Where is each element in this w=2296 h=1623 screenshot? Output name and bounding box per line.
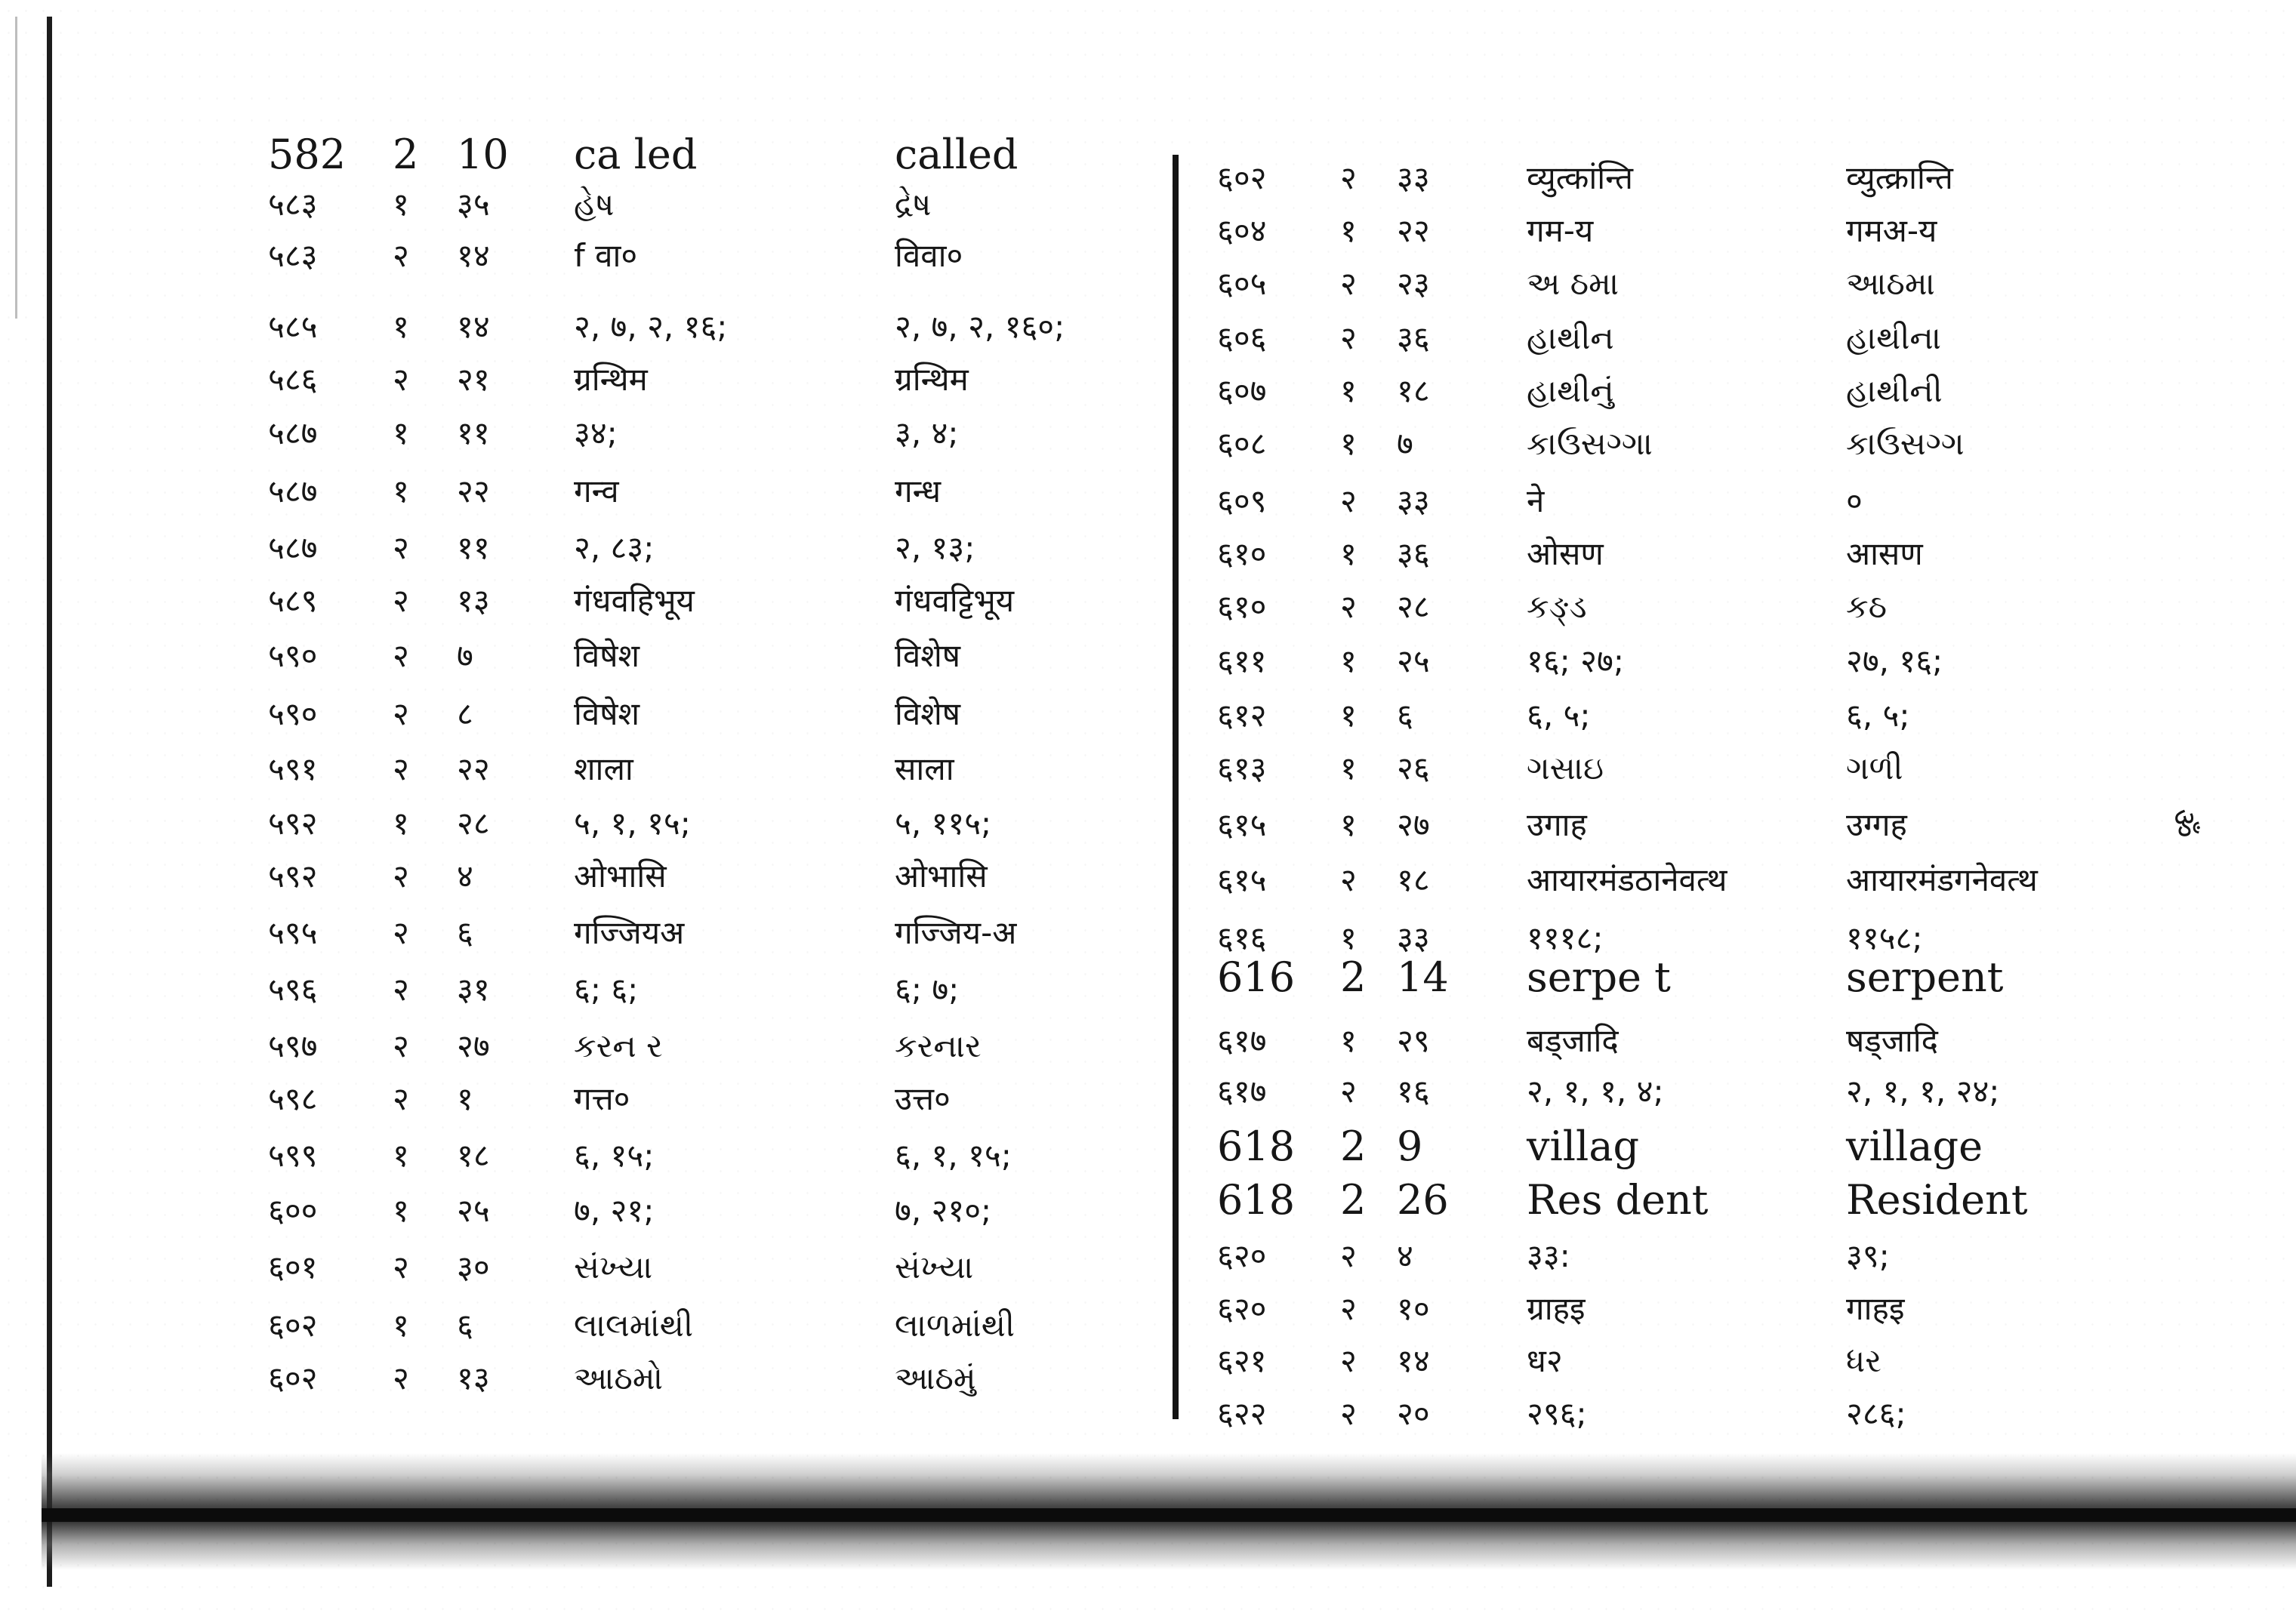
errata-right-cell: સંખ્યા: [895, 1249, 974, 1286]
errata-col-cell: २: [393, 1249, 409, 1286]
errata-page-cell: ६२०: [1217, 1290, 1267, 1327]
errata-col-cell: २: [393, 1360, 409, 1397]
errata-col-cell: २: [393, 858, 409, 895]
errata-page-cell: ६०२: [268, 1360, 318, 1397]
errata-wrong-cell: गज्जियअ: [574, 914, 685, 951]
errata-right-cell: ધર: [1846, 1342, 1881, 1379]
errata-right-cell: કરનાર: [895, 1027, 982, 1064]
errata-col-cell: १: [393, 414, 409, 451]
errata-col-cell: 2: [1340, 953, 1367, 1001]
errata-page-cell: 616: [1217, 953, 1296, 1001]
errata-page-cell: ५९०: [268, 637, 318, 674]
errata-col-cell: २: [393, 1027, 409, 1064]
errata-line-cell: १६: [1397, 1073, 1430, 1110]
errata-right-cell: હાથીના: [1846, 319, 1941, 356]
errata-line-cell: १४: [457, 308, 490, 345]
errata-page-cell: ५८७: [268, 473, 318, 510]
errata-page-cell: ६१०: [1217, 535, 1267, 572]
errata-wrong-cell: ગસાઇ: [1527, 750, 1604, 787]
errata-line-cell: २८: [1397, 588, 1430, 625]
errata-page-cell: ५९९: [268, 1137, 318, 1174]
binding-edge-line: [47, 17, 52, 1587]
errata-wrong-cell: २, ८३;: [574, 529, 655, 566]
errata-line-cell: ३०: [457, 1249, 490, 1286]
errata-page-cell: ५९०: [268, 695, 318, 732]
errata-right-cell: आयारमंडगनेवत्थ: [1846, 861, 2038, 898]
errata-page-cell: ५९२: [268, 805, 318, 842]
scan-margin-mark: [15, 17, 17, 319]
errata-right-cell: गमअ-य: [1846, 212, 1937, 249]
errata-wrong-cell: व्युत्कांन्ति: [1527, 159, 1633, 196]
errata-page-cell: ६१३: [1217, 750, 1267, 787]
errata-line-cell: २९: [1397, 1022, 1430, 1059]
errata-page-cell: ५९५: [268, 914, 318, 951]
errata-line-cell: ११: [457, 414, 490, 451]
errata-wrong-cell: १६; २७;: [1527, 642, 1625, 679]
errata-wrong-cell: ३४;: [574, 414, 618, 451]
errata-right-cell: विवा०: [895, 237, 963, 274]
errata-wrong-cell: કઙ્ડ: [1527, 588, 1587, 625]
errata-right-cell: २, १, १, २४;: [1846, 1073, 2000, 1110]
errata-wrong-cell: કરન ર: [574, 1027, 663, 1064]
errata-line-cell: २७: [1397, 806, 1430, 843]
errata-wrong-cell: गत्त०: [574, 1080, 630, 1117]
errata-right-cell: गंधवट्टिभूय: [895, 582, 1015, 619]
errata-right-cell: Resident: [1846, 1176, 2028, 1224]
errata-right-cell: विशेष: [895, 637, 961, 674]
errata-page-cell: ६११: [1217, 642, 1267, 679]
errata-col-cell: १: [1340, 372, 1357, 409]
errata-right-cell: ६, १, १५;: [895, 1137, 1012, 1174]
errata-line-cell: ३६: [1397, 319, 1430, 356]
errata-right-cell: ६; ७;: [895, 971, 960, 1008]
errata-line-cell: १३: [457, 582, 490, 619]
errata-wrong-cell: ca led: [574, 131, 698, 178]
errata-right-cell: उग्गह: [1846, 806, 1907, 843]
errata-col-cell: १: [393, 1307, 409, 1344]
errata-page-cell: ६१६: [1217, 919, 1267, 956]
errata-page-cell: ६०८: [1217, 425, 1267, 462]
errata-wrong-cell: ओभासि: [574, 858, 667, 895]
errata-wrong-cell: आयारमंडठानेवत्थ: [1527, 861, 1727, 898]
errata-right-cell: લાળમાંથી: [895, 1307, 1015, 1344]
errata-right-cell: ६, ५;: [1846, 697, 1910, 734]
errata-col-cell: २: [1340, 1237, 1357, 1274]
errata-line-cell: 14: [1397, 953, 1449, 1001]
errata-wrong-cell: २९६;: [1527, 1395, 1587, 1432]
errata-line-cell: २०: [1397, 1395, 1430, 1432]
errata-col-cell: २: [393, 237, 409, 274]
errata-line-cell: 26: [1397, 1176, 1449, 1224]
errata-page-cell: ५९१: [268, 750, 318, 787]
errata-col-cell: २: [1340, 1395, 1357, 1432]
errata-wrong-cell: ध२: [1527, 1342, 1563, 1379]
errata-right-cell: २७, १६;: [1846, 642, 1943, 679]
errata-right-cell: આઠમું: [895, 1360, 976, 1397]
errata-wrong-cell: Res dent: [1527, 1176, 1709, 1224]
errata-line-cell: ४: [1397, 1237, 1413, 1274]
errata-line-cell: २२: [1397, 212, 1430, 249]
errata-wrong-cell: હાથીન: [1527, 319, 1614, 356]
errata-col-cell: २: [393, 1080, 409, 1117]
errata-right-cell: કાઉસગ્ગ: [1846, 425, 1965, 462]
errata-line-cell: ११: [457, 529, 490, 566]
errata-wrong-cell: કાઉસગ્ગા: [1527, 425, 1653, 462]
errata-wrong-cell: ५, १, १५;: [574, 805, 691, 842]
errata-col-cell: १: [1340, 425, 1357, 462]
errata-col-cell: २: [1340, 265, 1357, 302]
errata-col-cell: २: [393, 582, 409, 619]
errata-col-cell: २: [393, 914, 409, 951]
errata-line-cell: २२: [457, 473, 490, 510]
errata-right-cell: કઠ: [1846, 588, 1888, 625]
errata-right-cell: ०: [1846, 482, 1863, 519]
errata-line-cell: २२: [457, 750, 490, 787]
errata-wrong-cell: serpe t: [1527, 953, 1671, 1001]
errata-page-cell: ५९८: [268, 1080, 318, 1117]
errata-line-cell: १८: [1397, 372, 1430, 409]
errata-line-cell: २८: [457, 805, 490, 842]
errata-line-cell: ३६: [1397, 535, 1430, 572]
errata-line-cell: ८: [457, 695, 473, 732]
page-number-glyph: ॐ: [2165, 808, 2203, 838]
errata-page-cell: ६१०: [1217, 588, 1267, 625]
errata-right-cell: ३९;: [1846, 1237, 1890, 1274]
errata-right-cell: ७, २१०;: [895, 1192, 992, 1229]
errata-line-cell: ६: [457, 914, 473, 951]
errata-col-cell: १: [393, 186, 409, 223]
errata-right-cell: विशेष: [895, 695, 961, 732]
errata-line-cell: ३३: [1397, 919, 1430, 956]
errata-line-cell: २५: [457, 1192, 490, 1229]
errata-col-cell: २: [393, 637, 409, 674]
errata-line-cell: ३३: [1397, 159, 1430, 196]
errata-line-cell: १४: [1397, 1342, 1430, 1379]
errata-right-cell: હાથીની: [1846, 372, 1943, 409]
errata-col-cell: १: [1340, 642, 1357, 679]
errata-wrong-cell: હાથીનું: [1527, 372, 1614, 409]
errata-wrong-cell: હેષ: [574, 186, 615, 223]
errata-col-cell: 2: [1340, 1123, 1367, 1170]
errata-right-cell: ५, ११५;: [895, 805, 992, 842]
errata-right-cell: આઠમા: [1846, 265, 1935, 302]
errata-wrong-cell: villag: [1527, 1123, 1640, 1170]
errata-page-cell: ६१५: [1217, 861, 1267, 898]
errata-page-cell: 618: [1217, 1123, 1296, 1170]
errata-line-cell: ३१: [457, 971, 490, 1008]
errata-wrong-cell: विषेश: [574, 637, 640, 674]
errata-wrong-cell: उगाह: [1527, 806, 1587, 843]
errata-wrong-cell: ६, १५;: [574, 1137, 655, 1174]
errata-col-cell: १: [1340, 697, 1357, 734]
errata-line-cell: ३३: [1397, 482, 1430, 519]
errata-wrong-cell: આઠમો: [574, 1360, 664, 1397]
errata-wrong-cell: विषेश: [574, 695, 640, 732]
errata-col-cell: 2: [393, 131, 419, 178]
errata-page-cell: ५८६: [268, 361, 318, 398]
errata-line-cell: १८: [457, 1137, 490, 1174]
errata-page-cell: ६०६: [1217, 319, 1267, 356]
errata-line-cell: ७: [1397, 425, 1413, 462]
errata-line-cell: २३: [1397, 265, 1430, 302]
errata-col-cell: २: [1340, 1073, 1357, 1110]
errata-right-cell: २, ७, २, १६०;: [895, 308, 1065, 345]
errata-right-cell: गन्ध: [895, 473, 942, 510]
errata-page-cell: ६१५: [1217, 806, 1267, 843]
errata-col-cell: २: [1340, 1342, 1357, 1379]
errata-page-cell: ६०१: [268, 1249, 318, 1286]
errata-col-cell: १: [1340, 1022, 1357, 1059]
errata-wrong-cell: २, ७, २, १६;: [574, 308, 728, 345]
errata-page-cell: ५८३: [268, 237, 318, 274]
errata-wrong-cell: ७, २१;: [574, 1192, 655, 1229]
errata-page-cell: ५८३: [268, 186, 318, 223]
errata-wrong-cell: લાલમાંથી: [574, 1307, 693, 1344]
errata-line-cell: ६: [1397, 697, 1413, 734]
errata-line-cell: १: [457, 1080, 473, 1117]
errata-page-cell: ५९७: [268, 1027, 318, 1064]
errata-line-cell: २६: [1397, 750, 1430, 787]
errata-right-cell: ३, ४;: [895, 414, 959, 451]
errata-col-cell: १: [1340, 535, 1357, 572]
errata-line-cell: ३५: [457, 186, 490, 223]
errata-right-cell: ગળી: [1846, 750, 1903, 787]
errata-page-cell: ६०२: [268, 1307, 318, 1344]
errata-right-cell: उत्त०: [895, 1080, 951, 1117]
errata-col-cell: १: [393, 1137, 409, 1174]
errata-page-cell: ५८७: [268, 529, 318, 566]
errata-page-cell: ६०९: [1217, 482, 1267, 519]
errata-wrong-cell: ने: [1527, 482, 1545, 519]
errata-col-cell: 2: [1340, 1176, 1367, 1224]
column-divider: [1173, 155, 1179, 1419]
errata-col-cell: २: [393, 971, 409, 1008]
errata-wrong-cell: २, १, १, ४;: [1527, 1073, 1664, 1110]
errata-line-cell: २५: [1397, 642, 1430, 679]
errata-page-cell: ५८५: [268, 308, 318, 345]
errata-wrong-cell: અ ઠમા: [1527, 265, 1620, 302]
errata-col-cell: १: [393, 473, 409, 510]
errata-line-cell: २१: [457, 361, 490, 398]
errata-line-cell: २७: [457, 1027, 490, 1064]
errata-line-cell: ६: [457, 1307, 473, 1344]
errata-page-cell: ५९२: [268, 858, 318, 895]
errata-right-cell: आसण: [1846, 535, 1923, 572]
errata-wrong-cell: ६; ६;: [574, 971, 639, 1008]
errata-col-cell: २: [393, 695, 409, 732]
errata-col-cell: २: [1340, 861, 1357, 898]
errata-col-cell: २: [1340, 482, 1357, 519]
errata-right-cell: व्युत्क्रान्ति: [1846, 159, 1953, 196]
errata-right-cell: २८६;: [1846, 1395, 1906, 1432]
errata-page-cell: 618: [1217, 1176, 1296, 1224]
errata-page-cell: ६२२: [1217, 1395, 1267, 1432]
errata-col-cell: २: [1340, 159, 1357, 196]
errata-wrong-cell: ३३:: [1527, 1237, 1570, 1274]
errata-wrong-cell: १११८;: [1527, 919, 1604, 956]
errata-right-cell: गाहइ: [1846, 1290, 1905, 1327]
errata-wrong-cell: गंधवहिभूय: [574, 582, 695, 619]
errata-line-cell: १४: [457, 237, 490, 274]
errata-right-cell: ओभासि: [895, 858, 988, 895]
errata-col-cell: १: [393, 1192, 409, 1229]
errata-wrong-cell: સંખ્યા: [574, 1249, 653, 1286]
errata-line-cell: १३: [457, 1360, 490, 1397]
errata-right-cell: २, १३;: [895, 529, 975, 566]
errata-col-cell: १: [393, 308, 409, 345]
errata-col-cell: १: [1340, 212, 1357, 249]
errata-page-cell: ५८७: [268, 414, 318, 451]
errata-right-cell: साला: [895, 750, 954, 787]
errata-line-cell: १८: [1397, 861, 1430, 898]
errata-col-cell: २: [1340, 588, 1357, 625]
errata-col-cell: २: [1340, 1290, 1357, 1327]
errata-line-cell: १०: [1397, 1290, 1430, 1327]
errata-right-cell: ११५८;: [1846, 919, 1923, 956]
errata-right-cell: called: [895, 131, 1019, 178]
errata-col-cell: २: [1340, 319, 1357, 356]
errata-right-cell: village: [1846, 1123, 1983, 1170]
scan-shadow-core: [42, 1508, 2296, 1522]
errata-page-cell: ५९६: [268, 971, 318, 1008]
errata-page-cell: ६०२: [1217, 159, 1267, 196]
errata-wrong-cell: ग्रन्थिम: [574, 361, 648, 398]
errata-page-cell: ६०४: [1217, 212, 1267, 249]
errata-col-cell: २: [393, 750, 409, 787]
errata-right-cell: षड्जादि: [1846, 1022, 1938, 1059]
errata-line-cell: 9: [1397, 1123, 1423, 1170]
errata-right-cell: serpent: [1846, 953, 2004, 1001]
errata-col-cell: २: [393, 529, 409, 566]
errata-line-cell: ७: [457, 637, 473, 674]
errata-page-cell: ६२१: [1217, 1342, 1267, 1379]
errata-page-cell: ६०७: [1217, 372, 1267, 409]
errata-col-cell: १: [1340, 919, 1357, 956]
errata-wrong-cell: ६, ५;: [1527, 697, 1591, 734]
errata-wrong-cell: गन्व: [574, 473, 619, 510]
errata-wrong-cell: ग्राहइ: [1527, 1290, 1586, 1327]
errata-line-cell: ४: [457, 858, 473, 895]
errata-right-cell: गज्जिय-अ: [895, 914, 1017, 951]
errata-col-cell: २: [393, 361, 409, 398]
errata-page-cell: ६१७: [1217, 1022, 1267, 1059]
errata-page-cell: ६२०: [1217, 1237, 1267, 1274]
errata-wrong-cell: शाला: [574, 750, 633, 787]
errata-page-cell: ६०५: [1217, 265, 1267, 302]
errata-wrong-cell: ओसण: [1527, 535, 1604, 572]
errata-right-cell: ग्रन्थिम: [895, 361, 969, 398]
errata-page-cell: ६१२: [1217, 697, 1267, 734]
errata-page-cell: 582: [268, 131, 347, 178]
errata-right-cell: દ્રેષ: [895, 186, 932, 223]
errata-col-cell: १: [1340, 806, 1357, 843]
errata-wrong-cell: बड्जादि: [1527, 1022, 1619, 1059]
errata-page-cell: ६१७: [1217, 1073, 1267, 1110]
errata-page-cell: ६००: [268, 1192, 318, 1229]
errata-line-cell: 10: [457, 131, 509, 178]
errata-page-cell: ५८९: [268, 582, 318, 619]
errata-col-cell: १: [393, 805, 409, 842]
errata-col-cell: १: [1340, 750, 1357, 787]
errata-wrong-cell: गम-य: [1527, 212, 1594, 249]
errata-wrong-cell: f वा०: [574, 237, 638, 274]
